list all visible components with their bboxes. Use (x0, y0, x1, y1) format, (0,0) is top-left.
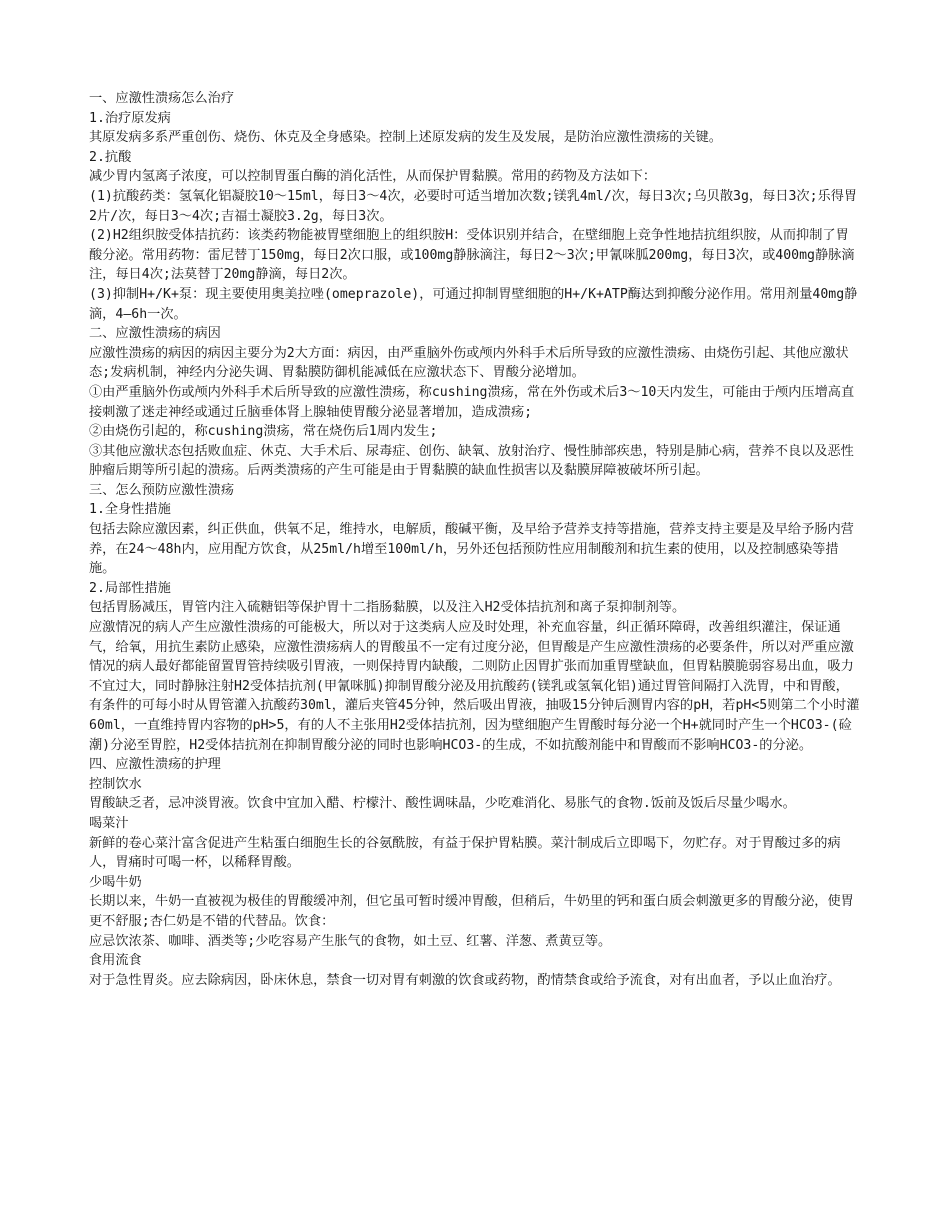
subheading-treat-primary-disease: 1.治疗原发病 (89, 110, 171, 126)
paragraph-h2-antagonists: (2)H2组织胺受体拮抗药：该类药物能被胃壁细胞上的组织胺H：受体识别并结合，在壁细胞上竞争性地拮抗组织胺，从而抑制了胃酸分泌。常用药物：雷尼替丁150mg，每日2次口服，或100mg静脉滴注，每日2～3次;甲氰咪胍200mg，每日3次，或400mg静脉滴注，每日4次;法莫替丁20mg静滴，每日2次。 (89, 228, 855, 283)
paragraph: 应激情况的病人产生应激性溃疡的可能极大，所以对于这类病人应及时处理，补充血容量，纠正循环障碍，改善组织灌注，保证通气，给氧，用抗生素防止感染，应激性溃疡病人的胃酸虽不一定有过度分泌，但胃酸是产生应激性溃疡的必要条件，所以对严重应激情况的病人最好都能留置胃管持续吸引胃液，一则保持胃内缺酸，二则防止因胃扩张而加重胃壁缺血，但胃粘膜脆弱容易出血，吸力不宜过大，同时静脉注射H2受体拮抗剂(甲氰咪胍)抑制胃酸分泌及用抗酸药(镁乳或氢氧化铝)通过胃管间隔打入洗胃，中和胃酸，有条件的可每小时从胃管灌入抗酸药30ml，灌后夹管45分钟，然后吸出胃液，抽吸15分钟后测胃内容的pH，若pH<5则第二个小时灌60ml，一直维持胃内容物的pH>5，有的人不主张用H2受体拮抗剂，因为壁细胞产生胃酸时每分泌一个H+就同时产生一个HCO3-(硷潮)分泌至胃腔，H2受体拮抗剂在抑制胃酸分泌的同时也影响HCO3-的生成，不如抗酸剂能中和胃酸而不影响HCO3-的分泌。 (89, 620, 860, 753)
document-body (89, 89, 861, 990)
paragraph: 对于急性胃炎。应去除病因，卧床休息，禁食一切对胃有刺激的饮食或药物，酌情禁食或给予流食，对有出血者，予以止血治疗。 (89, 972, 841, 988)
paragraph: 包括胃肠减压，胃管内注入硫糖铝等保护胃十二指肠黏膜，以及注入H2受体拮抗剂和离子泵抑制剂等。 (89, 600, 686, 616)
paragraph: 减少胃内氢离子浓度，可以控制胃蛋白酶的消化活性，从而保护胃黏膜。常用的药物及方法如下： (89, 169, 657, 185)
subheading-systemic-measures: 1.全身性措施 (89, 502, 171, 518)
paragraph: 应忌饮浓茶、咖啡、酒类等;少吃容易产生胀气的食物，如土豆、红薯、洋葱、煮黄豆等。 (89, 933, 612, 949)
section-heading-treatment: 一、应激性溃疡怎么治疗 (89, 91, 235, 106)
paragraph-cause-1: ①由严重脑外伤或颅内外科手术后所导致的应激性溃疡，称cushing溃疡，常在外伤或术后3～10天内发生，可能由于颅内压增高直接刺激了迷走神经或通过丘脑垂体肾上腺轴使胃酸分泌显著增加，造成溃疡; (89, 384, 855, 420)
section-heading-causes: 二、应激性溃疡的病因 (89, 326, 221, 342)
subheading-less-milk: 少喝牛奶 (89, 874, 142, 890)
subheading-antacid: 2.抗酸 (89, 149, 132, 165)
section-heading-nursing: 四、应激性溃疡的护理 (89, 757, 221, 773)
subheading-control-water: 控制饮水 (89, 776, 142, 792)
paragraph-cause-2: ②由烧伤引起的，称cushing溃疡，常在烧伤后1周内发生; (89, 424, 438, 440)
paragraph-cause-3: ③其他应激状态包括败血症、休克、大手术后、尿毒症、创伤、缺氧、放射治疗、慢性肺部疾患，特别是肺心病，营养不良以及恶性肿瘤后期等所引起的溃疡。后两类溃疡的产生可能是由于胃黏膜的缺血性损害以及黏膜屏障被破坏所引起。 (89, 443, 854, 479)
paragraph: 包括去除应激因素，纠正供血，供氧不足，维持水，电解质，酸碱平衡，及早给予营养支持等措施，营养支持主要是及早给予肠内营养，在24～48h内，应用配方饮食，从25ml/h增至100ml/h，另外还包括预防性应用制酸剂和抗生素的使用，以及控制感染等措施。 (89, 522, 854, 577)
paragraph-antacid-drugs: (1)抗酸药类：氢氧化铝凝胶10～15ml，每日3～4次，必要时可适当增加次数;镁乳4ml/次，每日3次;乌贝散3g，每日3次;乐得胃2片/次，每日3～4次;吉福士凝胶3.2g，每日3次。 (89, 188, 858, 224)
subheading-local-measures: 2.局部性措施 (89, 580, 171, 596)
subheading-vegetable-juice: 喝菜汁 (89, 815, 129, 831)
paragraph: 长期以来，牛奶一直被视为极佳的胃酸缓冲剂，但它虽可暂时缓冲胃酸，但稍后，牛奶里的钙和蛋白质会刺激更多的胃酸分泌，使胃更不舒服;杏仁奶是不错的代替品。饮食： (89, 894, 854, 929)
paragraph: 新鲜的卷心菜汁富含促进产生粘蛋白细胞生长的谷氨酰胺，有益于保护胃粘膜。菜汁制成后立即喝下，勿贮存。对于胃酸过多的病人，胃痛时可喝一杯，以稀释胃酸。 (89, 835, 841, 871)
paragraph: 其原发病多系严重创伤、烧伤、休克及全身感染。控制上述原发病的发生及发展，是防治应激性溃疡的关键。 (89, 130, 722, 146)
paragraph-proton-pump: (3)抑制H+/K+泵：现主要使用奥美拉唑(omeprazole)，可通过抑制胃壁细胞的H+/K+ATP酶达到抑酸分泌作用。常用剂量40mg静滴，4—6h一次。 (89, 286, 858, 322)
section-heading-prevention: 三、怎么预防应激性溃疡 (89, 482, 235, 498)
subheading-liquid-diet: 食用流食 (89, 953, 142, 969)
paragraph: 应激性溃疡的病因的病因主要分为2大方面：病因，由严重脑外伤或颅内外科手术后所导致的应激性溃疡、由烧伤引起、其他应激状态;发病机制，神经内分泌失调、胃黏膜防御机能减低在应激状态下、胃酸分泌增加。 (89, 345, 849, 381)
paragraph: 胃酸缺乏者，忌冲淡胃液。饮食中宜加入醋、柠檬汁、酸性调味晶，少吃难消化、易胀气的食物.饭前及饭后尽量少喝水。 (89, 796, 796, 812)
